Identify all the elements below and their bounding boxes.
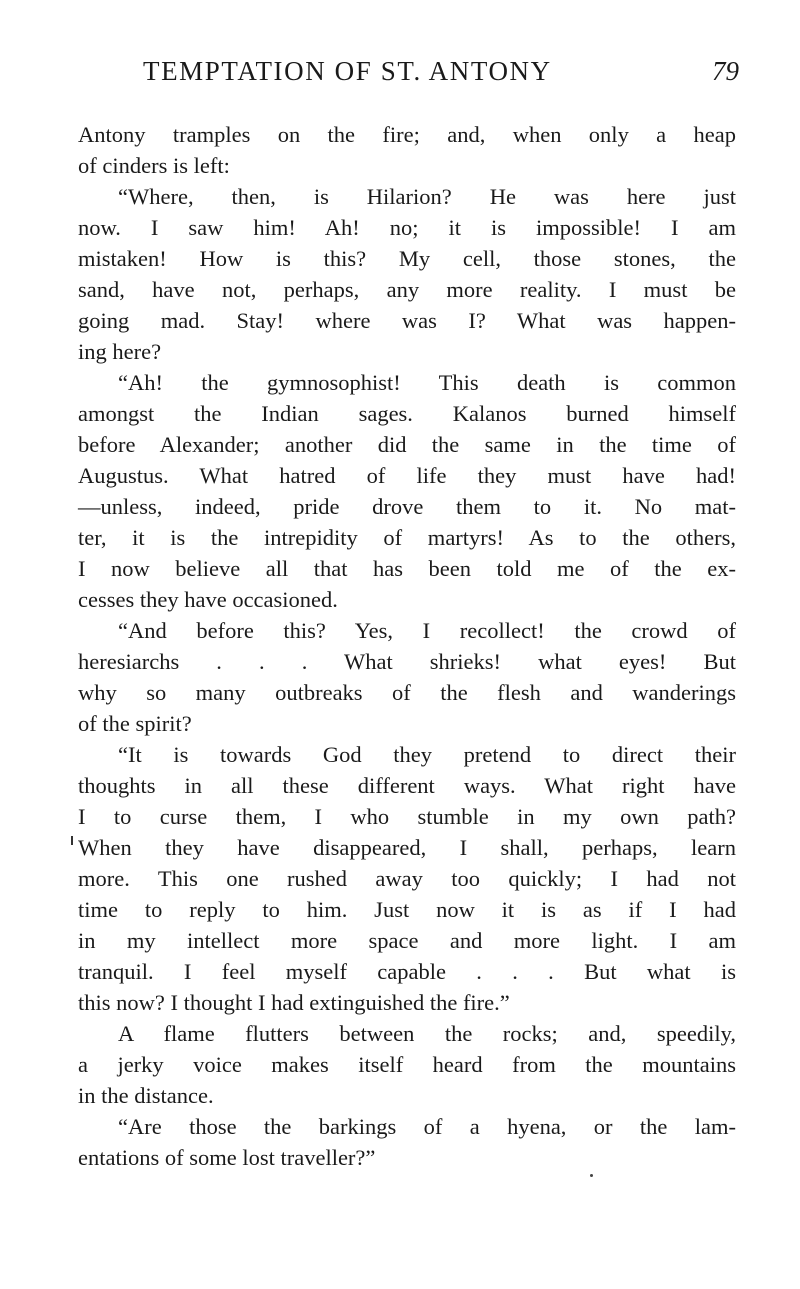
text-line: Antony tramples on the fire; and, when only a heap — [78, 122, 736, 147]
text-line: Augustus. What hatred of life they must have had! — [78, 463, 736, 488]
text-line: “Are those the barkings of a hyena, or the lam- — [118, 1114, 736, 1139]
text-line: sand, have not, perhaps, any more reality. I must be — [78, 277, 736, 302]
text-line: a jerky voice makes itself heard from the mountains — [78, 1052, 736, 1077]
text-line: ing here? — [78, 339, 162, 364]
text-line: “It is towards God they pretend to direct their — [118, 742, 736, 767]
running-head-title: TEMPTATION OF ST. ANTONY — [143, 56, 552, 86]
text-line: of cinders is left: — [78, 153, 230, 178]
text-line: A flame flutters between the rocks; and, speedily, — [118, 1021, 736, 1046]
print-speck — [590, 1174, 593, 1177]
text-line: ter, it is the intrepidity of martyrs! As to the others, — [78, 525, 736, 550]
text-line: going mad. Stay! where was I? What was happen- — [78, 308, 736, 333]
page-number: 79 — [712, 56, 739, 86]
text-line: why so many outbreaks of the flesh and wanderings — [78, 680, 736, 705]
text-line: amongst the Indian sages. Kalanos burned himself — [78, 401, 736, 426]
text-line: time to reply to him. Just now it is as if I had — [78, 897, 736, 922]
body-text — [78, 119, 736, 1173]
text-line: “Ah! the gymnosophist! This death is common — [118, 370, 736, 395]
print-speck — [71, 836, 73, 845]
text-line: of the spirit? — [78, 711, 192, 736]
text-line: —unless, indeed, pride drove them to it. No mat- — [78, 494, 736, 519]
text-line: “Where, then, is Hilarion? He was here just — [118, 184, 736, 209]
text-line: I now believe all that has been told me of the ex- — [78, 556, 736, 581]
text-line: When they have disappeared, I shall, perhaps, learn — [78, 835, 736, 860]
text-line: before Alexander; another did the same in the time of — [78, 432, 736, 457]
text-line: now. I saw him! Ah! no; it is impossible! I am — [78, 215, 736, 240]
text-line: tranquil. I feel myself capable . . . But what is — [78, 959, 736, 984]
text-line: this now? I thought I had extinguished the fire.” — [78, 990, 510, 1015]
text-line: cesses they have occasioned. — [78, 587, 338, 612]
text-line: I to curse them, I who stumble in my own path? — [78, 804, 736, 829]
text-line: “And before this? Yes, I recollect! the crowd of — [118, 618, 736, 643]
text-line: in my intellect more space and more light. I am — [78, 928, 736, 953]
text-line: mistaken! How is this? My cell, those stones, the — [78, 246, 736, 271]
text-line: in the distance. — [78, 1083, 214, 1108]
text-line: more. This one rushed away too quickly; I had not — [78, 866, 736, 891]
text-line: entations of some lost traveller?” — [78, 1145, 376, 1170]
running-head — [143, 56, 739, 96]
text-line: heresiarchs . . . What shrieks! what eyes! But — [78, 649, 736, 674]
text-line: thoughts in all these different ways. What right have — [78, 773, 736, 798]
